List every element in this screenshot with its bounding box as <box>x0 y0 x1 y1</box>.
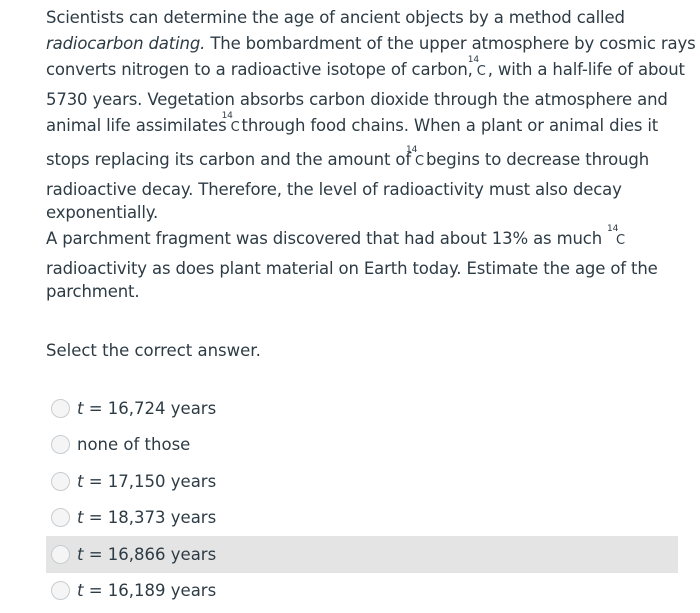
radio-button[interactable] <box>51 399 70 418</box>
answer-label: t = 18,373 years <box>77 508 217 528</box>
carbon-14-symbol: 14 C <box>607 224 625 248</box>
answer-option[interactable] <box>46 463 678 500</box>
question-line: radioactive decay. Therefore, the level of radioactivity must also decay <box>46 180 622 199</box>
question-line: Scientists can determine the age of ancient objects by a method called <box>46 8 625 27</box>
question-line: stops replacing its carbon and the amount of 14 C begins to decrease through <box>46 145 650 169</box>
radio-button[interactable] <box>51 435 70 454</box>
answer-option[interactable] <box>46 390 678 427</box>
answer-label: t = 16,866 years <box>77 544 217 564</box>
carbon-14-symbol: 14 C <box>221 111 240 135</box>
answer-label: t = 16,189 years <box>77 581 217 601</box>
answer-option[interactable] <box>46 573 678 610</box>
answer-label: none of those <box>77 435 191 455</box>
radio-button[interactable] <box>51 508 70 527</box>
question-line: 5730 years. Vegetation absorbs carbon dioxide through the atmosphere and <box>46 90 668 109</box>
carbon-14-symbol: 14 C <box>467 55 486 79</box>
question-line: radioactivity as does plant material on Earth today. Estimate the age of the <box>46 259 658 278</box>
answer-option[interactable] <box>46 427 678 464</box>
question-line: animal life assimilates 14 C through food chains. When a plant or animal dies it <box>46 111 659 135</box>
answer-option-hovered[interactable] <box>46 536 678 573</box>
answer-choices <box>46 390 678 609</box>
question-line: converts nitrogen to a radioactive isotope of carbon, 14 C , with a half-life of about <box>46 55 685 79</box>
question-line: radiocarbon dating. The bombardment of the upper atmosphere by cosmic rays <box>46 34 696 53</box>
question-line: exponentially. <box>46 203 159 222</box>
radio-button[interactable] <box>51 545 70 564</box>
question-line: A parchment fragment was discovered that had about 13% as much 14 C <box>46 224 625 248</box>
radio-button[interactable] <box>51 581 70 600</box>
answer-label: t = 17,150 years <box>77 471 217 491</box>
carbon-14-symbol: 14 C <box>406 145 424 169</box>
answer-option[interactable] <box>46 500 678 537</box>
question-line: parchment. <box>46 282 140 301</box>
answer-prompt: Select the correct answer. <box>46 341 261 360</box>
answer-label: t = 16,724 years <box>77 398 217 418</box>
radio-button[interactable] <box>51 472 70 491</box>
